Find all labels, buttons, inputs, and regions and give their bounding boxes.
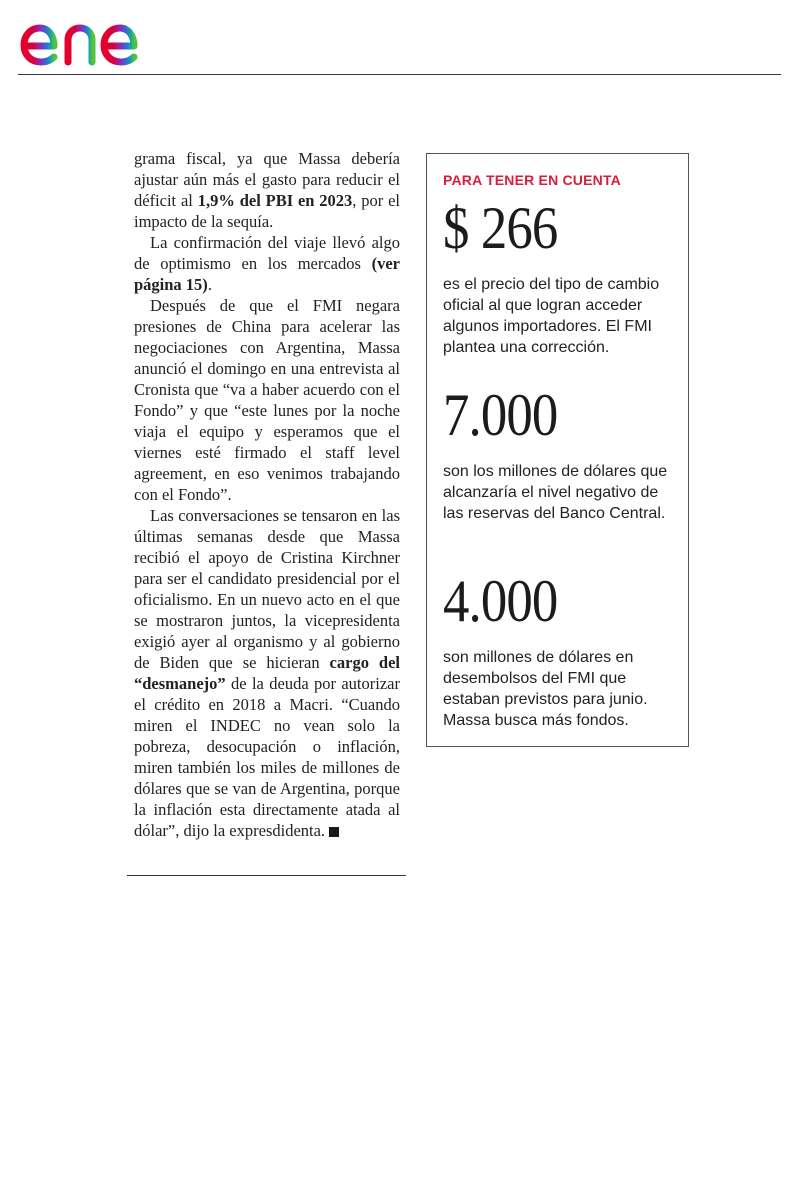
article-paragraph xyxy=(134,148,400,232)
article-end-rule xyxy=(127,875,406,876)
bold-text: cargo del “desmanejo” xyxy=(134,653,400,693)
stat-value: 7.000 xyxy=(443,382,558,448)
facts-box xyxy=(426,153,689,747)
text-run: . xyxy=(207,275,212,294)
stat-value: $ 266 xyxy=(443,195,558,261)
article-paragraph xyxy=(134,505,400,841)
stat-item xyxy=(443,568,679,731)
end-of-article-mark xyxy=(329,827,339,837)
stat-description: son los millones de dólares que alcanzaría el nivel negativo de las reservas del Banco Central. xyxy=(443,463,668,522)
stat-description: es el precio del tipo de cambio oficial al que logran acceder algunos importadores. El FMI plantea una corrección. xyxy=(443,276,660,356)
stat-item xyxy=(443,195,679,358)
enel-logo xyxy=(18,6,180,68)
stat-value: 4.000 xyxy=(443,568,558,634)
header-rule xyxy=(18,74,781,75)
text-run: La confirmación del viaje llevó algo de optimismo en los mercados xyxy=(134,233,400,273)
article-paragraph xyxy=(134,295,400,505)
article-body xyxy=(134,148,400,841)
text-run: de la deuda por autorizar el crédito en 2018 a Macri. “Cuando miren el INDEC no vean solo la pobreza, desocupación o inflación, miren también los miles de millones de dólares que se van de Argentina, porque la inflación esta directamente atada al dólar”, dijo la expresdidenta. xyxy=(134,674,400,840)
stat-item xyxy=(443,382,679,524)
article-paragraph xyxy=(134,232,400,295)
text-run: Las conversaciones se tensaron en las últimas semanas desde que Massa recibió el apoyo de Cristina Kirchner para ser el candidato presidencial por el oficialismo. En un nuevo acto en el que se mostraron juntos, la vicepresidenta exigió ayer al organismo y al gobierno de Biden que se hicieran xyxy=(134,506,400,672)
stat-description: son millones de dólares en desembolsos del FMI que estaban previstos para junio. Massa busca más fondos. xyxy=(443,649,648,729)
text-run: grama fiscal, ya que Massa debería ajustar aún más el gasto para reducir el déficit al xyxy=(134,149,400,210)
bold-text: (ver página 15) xyxy=(134,254,400,294)
text-run: , por el impacto de la sequía. xyxy=(134,191,400,231)
text-run: Después de que el FMI negara presiones de China para acelerar las negociaciones con Argentina, Massa anunció el domingo en una entrevista al Cronista que “va a haber acuerdo con el Fondo” y que “este lunes por la noche viaja el equipo y esperamos que el viernes esté firmado el staff level agreement, en eso venimos trabajando con el Fondo”. xyxy=(134,296,400,504)
bold-text: 1,9% del PBI en 2023 xyxy=(197,191,353,210)
facts-box-kicker: PARA TENER EN CUENTA xyxy=(443,172,621,188)
